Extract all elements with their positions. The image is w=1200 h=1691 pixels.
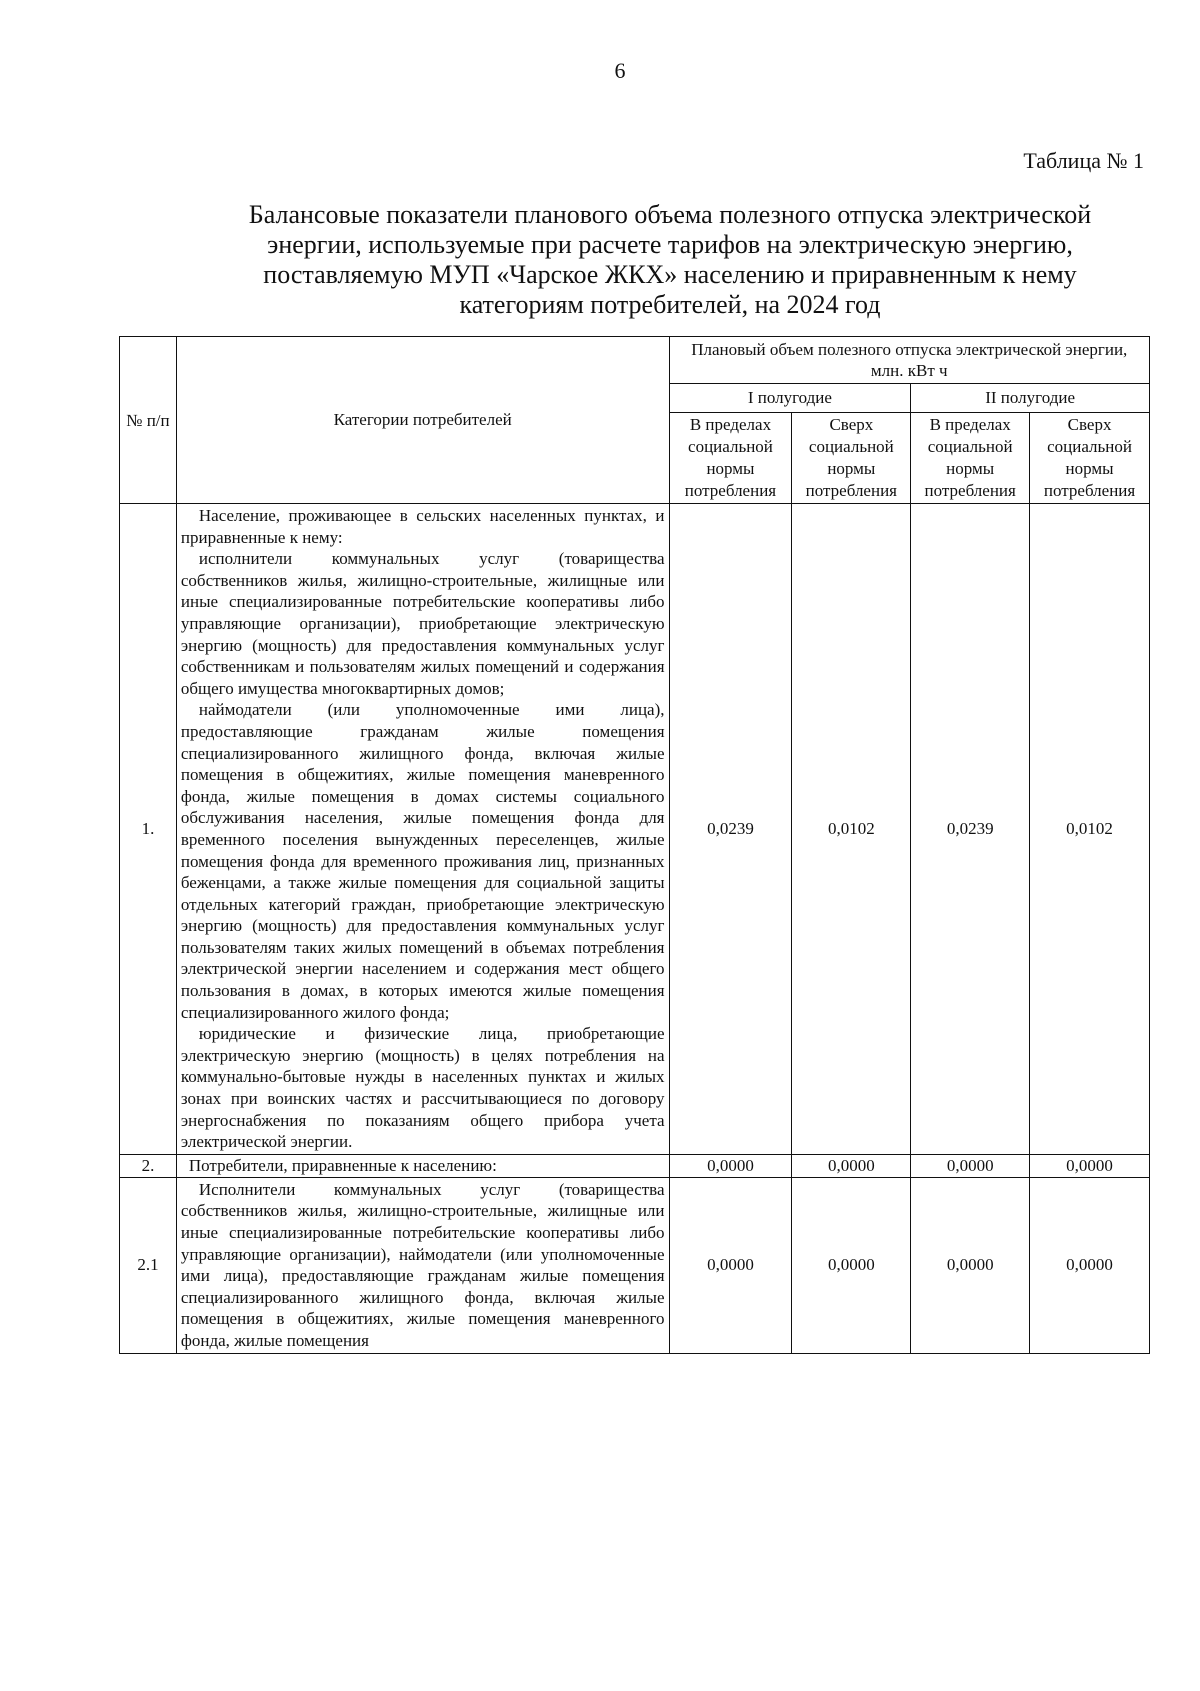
header-above-norm: Сверх социальной нормы потребления — [1030, 413, 1150, 504]
table-row — [120, 1154, 1150, 1177]
row-number: 2.1 — [120, 1177, 177, 1353]
row-category — [176, 504, 669, 1155]
header-within-norm: В пределах социальной нормы потребления — [911, 413, 1030, 504]
category-paragraph: Исполнители коммунальных услуг (товарищества собственников жилья, жилищно-строительные, жилищные или иные специализированные потребительские кооперативы либо управляющие организации), наймодатели (или уполномоченные ими лица), предоставляющие гражданам жилые помещения специализированного жилищного фонда, включая жилые помещения в общежитиях, жилые помещения маневренного фонда, жилые помещения — [180, 1179, 665, 1350]
header-plan-volume: Плановый объем полезного отпуска электрической энергии, млн. кВт ч — [669, 337, 1149, 384]
title-line: категориям потребителей, на 2024 год — [459, 290, 881, 319]
row-number: 2. — [120, 1154, 177, 1177]
value-h1-within: 0,0239 — [669, 504, 792, 1155]
value-h2-within: 0,0239 — [911, 504, 1030, 1155]
value-h1-above: 0,0000 — [792, 1154, 911, 1177]
value-h1-above: 0,0102 — [792, 504, 911, 1155]
category-paragraph: наймодатели (или уполномоченные ими лица), предоставляющие гражданам жилые помещения специализированного жилищного фонда, включая жилые помещения в общежитиях, жилые помещения маневренного фонда, жилые помещения в домах системы социального обслуживания населения, жилые помещения фонда для временного поселения вынужденных переселенцев, жилые помещения фонда для временного проживания лиц, признанных беженцами, а также жилые помещения для социальной защиты отдельных категорий граждан, приобретающие электрическую энергию (мощность) для предоставления коммунальных услуг пользователям таких жилых помещений в объемах потребления электрической энергии населением и содержания мест общего пользования в домах, в которых имеются жилые помещения специализированного жилого фонда; — [180, 700, 665, 1022]
header-half-year-2: II полугодие — [911, 384, 1150, 413]
row-number: 1. — [120, 504, 177, 1155]
header-within-norm: В пределах социальной нормы потребления — [669, 413, 792, 504]
title-line: энергии, используемые при расчете тарифов на электрическую энергию, — [267, 230, 1073, 259]
balance-table — [119, 336, 1150, 1354]
value-h2-above: 0,0102 — [1030, 504, 1150, 1155]
table-label: Таблица № 1 — [1023, 148, 1144, 173]
category-paragraph: юридические и физические лица, приобретающие электрическую энергию (мощность) в целях потребления на коммунально-бытовые нужды в населенных пунктах и жилых зонах при воинских частях и рассчитывающиеся по договору энергоснабжения по показаниям общего прибора учета электрической энергии. — [180, 1024, 665, 1152]
header-above-norm: Сверх социальной нормы потребления — [792, 413, 911, 504]
row-category — [176, 1154, 669, 1177]
value-h1-above: 0,0000 — [792, 1177, 911, 1353]
row-category — [176, 1177, 669, 1353]
value-h2-above: 0,0000 — [1030, 1154, 1150, 1177]
value-h2-above: 0,0000 — [1030, 1177, 1150, 1353]
category-paragraph: Потребители, приравненные к населению: — [188, 1155, 497, 1175]
title-line: Балансовые показатели планового объема полезного отпуска электрической — [248, 200, 1092, 229]
value-h2-within: 0,0000 — [911, 1154, 1030, 1177]
category-paragraph: Население, проживающее в сельских населенных пунктах, и приравненные к нему: — [180, 506, 665, 547]
document-title — [170, 200, 1170, 320]
table-row — [120, 504, 1150, 1155]
page-number: 6 — [614, 58, 626, 83]
header-number: № п/п — [120, 337, 177, 504]
category-paragraph: исполнители коммунальных услуг (товарищества собственников жилья, жилищно-строительные, жилищные или иные специализированные потребительские кооперативы либо управляющие организации), приобретающие электрическую энергию (мощность) для предоставления коммунальных услуг собственникам и пользователям жилых помещений и содержания общего имущества многоквартирных домов; — [180, 549, 665, 698]
title-line: поставляемую МУП «Чарское ЖКХ» населению и приравненным к нему — [263, 260, 1077, 289]
table-row — [120, 1177, 1150, 1353]
value-h1-within: 0,0000 — [669, 1154, 792, 1177]
value-h2-within: 0,0000 — [911, 1177, 1030, 1353]
header-half-year-1: I полугодие — [669, 384, 911, 413]
header-category: Категории потребителей — [176, 337, 669, 504]
value-h1-within: 0,0000 — [669, 1177, 792, 1353]
